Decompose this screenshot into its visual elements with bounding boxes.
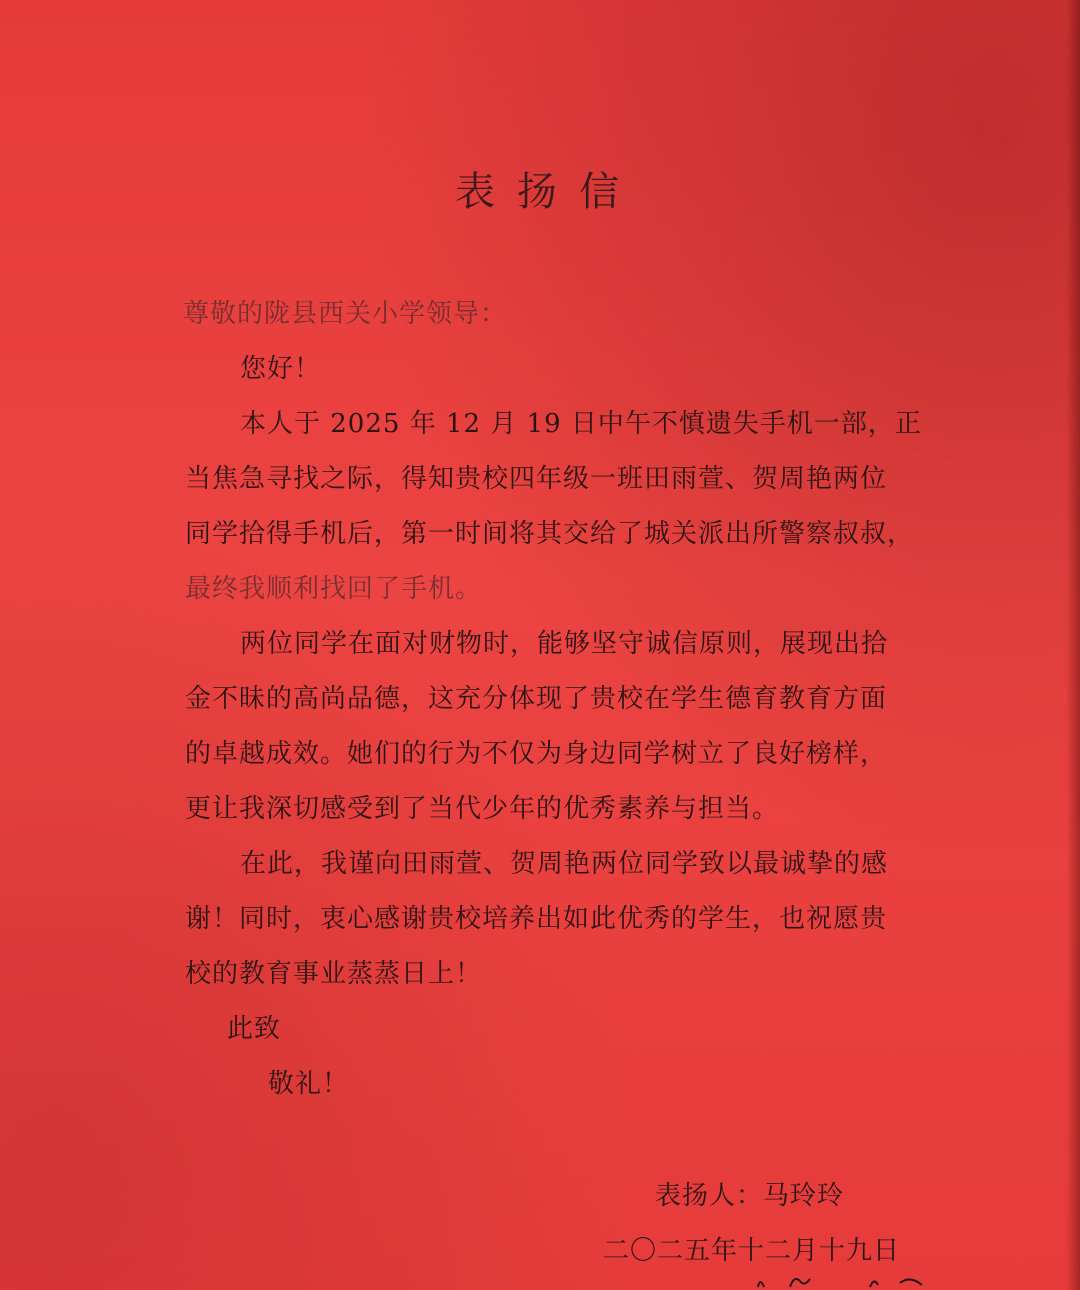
paragraph-1-line-4: 最终我顺利找回了手机。: [185, 574, 483, 604]
paragraph-1-line-1: 本人于 2025 年 12 月 19 日中午不慎遗失手机一部，正: [240, 409, 922, 439]
paragraph-3-line-2: 谢！同时，衷心感谢贵校培养出如此优秀的学生，也祝愿贵: [185, 904, 888, 934]
closing-jingli: 敬礼！: [268, 1069, 350, 1099]
letter-title: 表扬信: [455, 169, 641, 215]
date: 二〇二五年十二月十九日: [603, 1236, 901, 1266]
paragraph-1-line-3: 同学拾得手机后，第一时间将其交给了城关派出所警察叔叔，: [185, 519, 915, 549]
paragraph-1-line-2: 当焦急寻找之际，得知贵校四年级一班田雨萱、贺周艳两位: [185, 464, 888, 494]
paragraph-3-line-3: 校的教育事业蒸蒸日上！: [185, 959, 483, 989]
paragraph-2-line-3: 的卓越成效。她们的行为不仅为身边同学树立了良好榜样，: [185, 739, 888, 769]
paragraph-2-line-4: 更让我深切感受到了当代少年的优秀素养与担当。: [185, 794, 780, 824]
signature: 表扬人：马玲玲: [655, 1181, 845, 1211]
handwritten-marks: [750, 1275, 960, 1289]
paragraph-3-line-1: 在此，我谨向田雨萱、贺周艳两位同学致以最诚挚的感: [240, 849, 889, 879]
paper-edge-shadow: [1066, 0, 1080, 1290]
greeting: 您好！: [240, 354, 322, 384]
paragraph-2-line-2: 金不昧的高尚品德，这充分体现了贵校在学生德育教育方面: [185, 684, 888, 714]
closing-cizhi: 此致: [227, 1014, 282, 1044]
salutation: 尊敬的陇县西关小学领导：: [183, 299, 508, 329]
paragraph-2-line-1: 两位同学在面对财物时，能够坚守诚信原则，展现出拾: [240, 629, 889, 659]
